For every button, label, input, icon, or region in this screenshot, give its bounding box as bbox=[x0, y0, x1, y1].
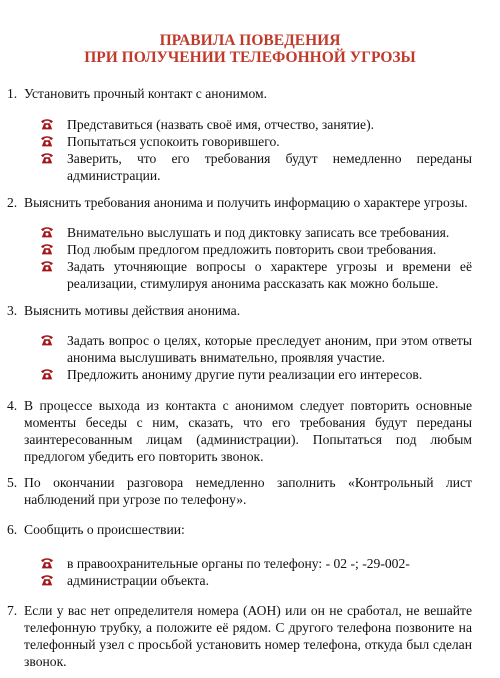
bullet-text: Попытаться успокоить говорившего. bbox=[67, 134, 280, 149]
rule-number: 3. bbox=[7, 303, 18, 318]
bullet-text: Задать вопрос о целях, которые преследует аноним, при этом ответы анонима выслушивать внимательно, проявляя участие. bbox=[67, 333, 472, 365]
title-line-2: ПРИ ПОЛУЧЕНИИ ТЕЛЕФОННОЙ УГРОЗЫ bbox=[84, 49, 416, 66]
page-title bbox=[0, 32, 500, 66]
rule-text: По окончании разговора немедленно заполнить «Контрольный лист наблюдений при угрозе по телефону». bbox=[24, 475, 472, 507]
telephone-icon bbox=[40, 118, 54, 130]
rule-2-bullets bbox=[40, 224, 472, 292]
bullet-text: Представиться (назвать своё имя, отчество, занятие). bbox=[67, 117, 375, 132]
bullet-item bbox=[40, 555, 472, 572]
rule-text: Если у вас нет определителя номера (АОН) или он не сработал, не вешайте телефонную трубку, а положите её рядом. С другого телефона позвоните на телефонный узел с просьбой установить номер телефона, откуда был сделан звонок. bbox=[24, 603, 472, 669]
bullet-text: Задать уточняющие вопросы о характере угрозы и времени её реализации, стимулируя анонима рассказать как можно больше. bbox=[67, 259, 472, 291]
bullet-item bbox=[40, 150, 472, 184]
bullet-item bbox=[40, 572, 472, 589]
rule-text: Выяснить требования анонима и получить информацию о характере угрозы. bbox=[24, 195, 468, 210]
bullet-text: Под любым предлогом предложить повторить свои требования. bbox=[67, 242, 437, 257]
telephone-icon bbox=[40, 557, 54, 569]
rule-number: 2. bbox=[7, 195, 18, 210]
rule-number: 4. bbox=[7, 398, 18, 413]
bullet-item bbox=[40, 332, 472, 366]
rule-number: 7. bbox=[7, 603, 18, 618]
bullet-item bbox=[40, 133, 472, 150]
bullet-text: Внимательно выслушать и под диктовку записать все требования. bbox=[67, 225, 450, 240]
telephone-icon bbox=[40, 226, 54, 238]
telephone-icon bbox=[40, 243, 54, 255]
telephone-icon bbox=[40, 260, 54, 272]
bullet-item bbox=[40, 116, 472, 133]
title-line-1: ПРАВИЛА ПОВЕДЕНИЯ bbox=[159, 32, 341, 49]
rule-text: В процессе выхода из контакта с анонимом следует повторить основные моменты беседы с ним, сказать, что его требования будут переданы заинтересованным лицам (администрации). Попытаться под любым предлогом убедить его повторить звонок. bbox=[24, 398, 472, 464]
rule-3-bullets bbox=[40, 332, 472, 383]
rule-text: Сообщить о происшествии: bbox=[24, 522, 185, 537]
bullet-item bbox=[40, 241, 472, 258]
rule-number: 6. bbox=[7, 522, 18, 537]
bullet-item bbox=[40, 366, 472, 383]
bullet-text: Заверить, что его требования будут немедленно переданы администрации. bbox=[67, 151, 472, 183]
telephone-icon bbox=[40, 574, 54, 586]
rule-number: 5. bbox=[7, 475, 18, 490]
telephone-icon bbox=[40, 368, 54, 380]
rule-text: Выяснить мотивы действия анонима. bbox=[24, 303, 241, 318]
bullet-item bbox=[40, 258, 472, 292]
rule-1-bullets bbox=[40, 116, 472, 184]
telephone-icon bbox=[40, 334, 54, 346]
bullet-item bbox=[40, 224, 472, 241]
rule-text: Установить прочный контакт с анонимом. bbox=[24, 86, 268, 101]
bullet-text: в правоохранительные органы по телефону: - 02 -; -29-002- bbox=[67, 556, 410, 571]
telephone-icon bbox=[40, 135, 54, 147]
telephone-icon bbox=[40, 152, 54, 164]
rule-number: 1. bbox=[7, 86, 18, 101]
bullet-text: Предложить анониму другие пути реализации его интересов. bbox=[67, 367, 423, 382]
bullet-text: администрации объекта. bbox=[67, 573, 209, 588]
rule-6-bullets bbox=[40, 555, 472, 589]
